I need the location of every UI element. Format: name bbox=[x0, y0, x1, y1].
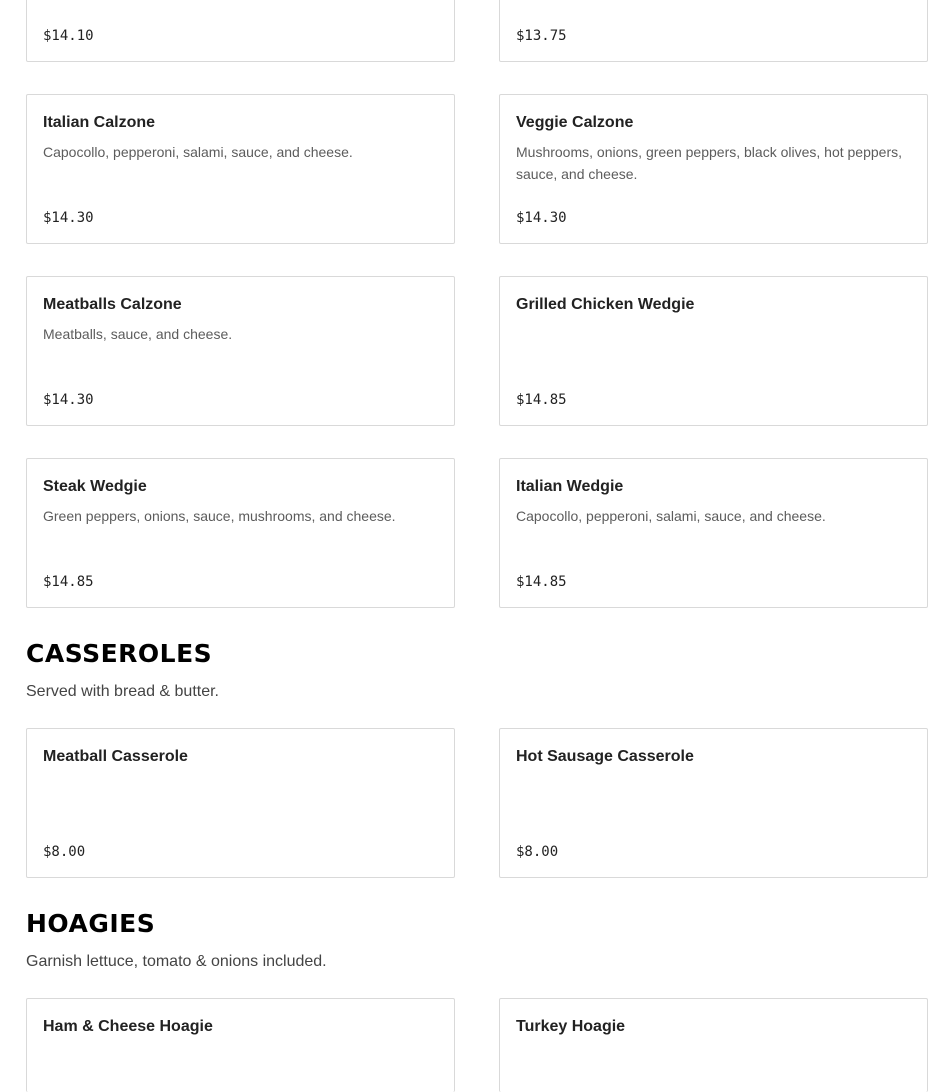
menu-item-card[interactable] bbox=[26, 94, 455, 244]
item-price: $14.85 bbox=[43, 574, 94, 590]
menu-item-card[interactable] bbox=[26, 998, 455, 1092]
item-name: Turkey Hoagie bbox=[516, 1018, 626, 1035]
menu-item-card[interactable] bbox=[499, 998, 928, 1092]
item-price: $14.30 bbox=[516, 210, 567, 226]
item-name: Italian Wedgie bbox=[516, 478, 624, 495]
item-price: $14.10 bbox=[43, 28, 94, 44]
menu-item-card[interactable] bbox=[499, 276, 928, 426]
item-description: Meatballs, sauce, and cheese. bbox=[43, 326, 233, 342]
item-price: $14.85 bbox=[516, 392, 567, 408]
menu-item-card[interactable] bbox=[26, 728, 455, 878]
item-price: $14.85 bbox=[516, 574, 567, 590]
item-description: Green peppers, onions, sauce, mushrooms, and cheese. bbox=[43, 508, 396, 524]
item-name: Hot Sausage Casserole bbox=[516, 748, 694, 765]
section-title-hoagies: HOAGIES bbox=[26, 909, 156, 938]
item-price: $14.30 bbox=[43, 392, 94, 408]
menu-item-card[interactable] bbox=[26, 0, 455, 62]
section-subtitle-hoagies: Garnish lettuce, tomato & onions included. bbox=[26, 953, 327, 970]
item-description: Capocollo, pepperoni, salami, sauce, and cheese. bbox=[516, 508, 826, 524]
item-name: Italian Calzone bbox=[43, 114, 156, 131]
item-name: Steak Wedgie bbox=[43, 478, 147, 495]
menu-item-card[interactable] bbox=[26, 276, 455, 426]
item-price: $8.00 bbox=[516, 844, 559, 860]
menu-item-card[interactable] bbox=[26, 458, 455, 608]
item-name: Meatballs Calzone bbox=[43, 296, 182, 313]
item-price: $13.75 bbox=[516, 28, 567, 44]
item-price: $14.30 bbox=[43, 210, 94, 226]
item-name: Grilled Chicken Wedgie bbox=[516, 296, 695, 313]
menu-item-card[interactable] bbox=[499, 94, 928, 244]
item-name: Veggie Calzone bbox=[516, 114, 634, 131]
item-name: Ham & Cheese Hoagie bbox=[43, 1018, 213, 1035]
section-subtitle-casseroles: Served with bread & butter. bbox=[26, 683, 219, 700]
menu-item-card[interactable] bbox=[499, 728, 928, 878]
item-description: Mushrooms, onions, green peppers, black olives, hot peppers, sauce, and cheese. bbox=[516, 144, 902, 182]
menu-item-card[interactable] bbox=[499, 0, 928, 62]
item-price: $8.00 bbox=[43, 844, 86, 860]
item-description: Capocollo, pepperoni, salami, sauce, and cheese. bbox=[43, 144, 353, 160]
menu-item-card[interactable] bbox=[499, 458, 928, 608]
item-name: Meatball Casserole bbox=[43, 748, 188, 765]
section-title-casseroles: CASSEROLES bbox=[26, 639, 213, 668]
